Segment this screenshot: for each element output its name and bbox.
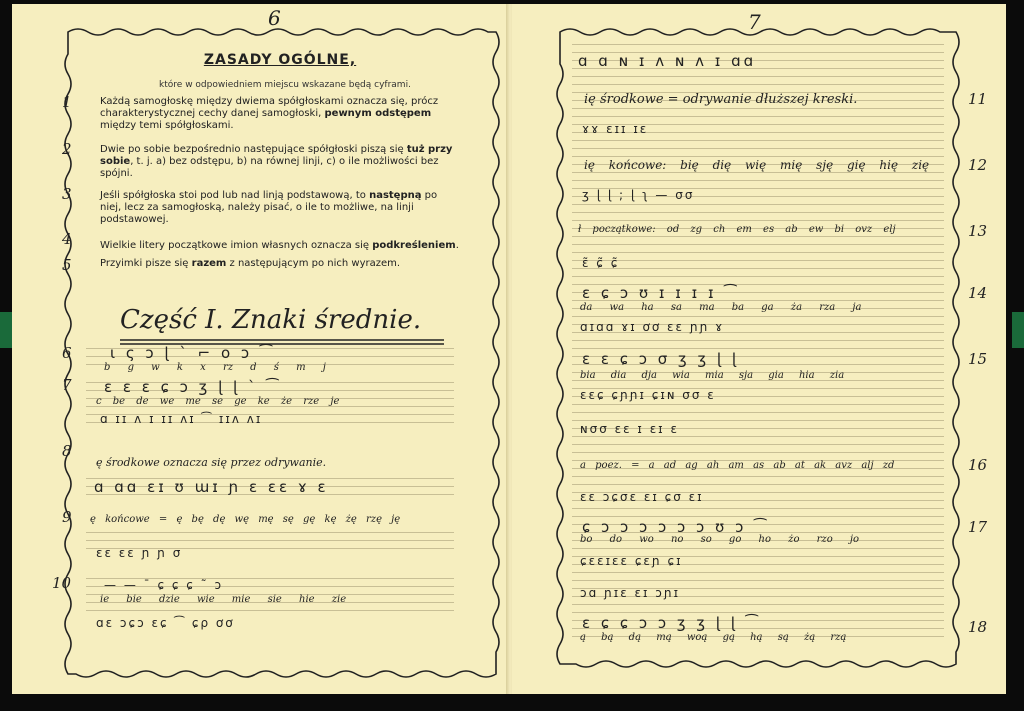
shorthand-practice: ɔɑ ɲɪɛ ɛɪ ɔɲɪ — [580, 586, 681, 600]
shorthand-practice: ɑ ɪɪ ʌ ɪ ɪɪ ʌɪ ⁀ ɪɪʌ ʌɪ — [100, 412, 263, 426]
shorthand-signs: ɛ ɕ ɕ ɔ ɔ ʒ ʒ ɭ ɭ ⁀ — [582, 614, 761, 632]
shorthand-practice: ɕɛɛɪɛɛ ɕɛɲ ɕɪ — [580, 554, 683, 568]
rule-line: a poez. = a ad ag ah am as ab at ak avz alj zd — [580, 460, 895, 471]
rule-line: bia dia dja wia mia sja gia hia zia — [580, 370, 845, 381]
shorthand-signs: ɕ ɔ ɔ ɔ ɔ ɔ ɔ ʊ ɔ ⁀ — [582, 518, 770, 536]
shorthand-practice: ɤɤ ɛɪɪ ɪɛ — [582, 122, 649, 136]
rule-line: da wa ha sa ma ba ga ża rza ja — [580, 302, 862, 313]
rule-line: ię końcowe: bię dię wię mię sję gię hię zię — [584, 158, 930, 172]
section-subtitle: które w odpowiedniem miejscu wskazane będą cyframi. — [159, 80, 411, 90]
rule-text: Wielkie litery początkowe imion własnych oznacza się podkreśleniem. — [100, 240, 459, 251]
shorthand-signs: ι ς ↄ ɭ ˋ ⌐ ο ɔ ⁀ — [110, 344, 275, 362]
rule-number: 5 — [62, 256, 72, 274]
exercise-labels: ę środkowe oznacza się przez odrywanie. — [96, 456, 327, 469]
exercise-labels: c be de we me se ge ke że rze je — [96, 396, 340, 407]
rule-text: Dwie po sobie bezpośrednio następujące spółgłoski piszą się tuż przy sobie, t. j. a) bez odstępu, b) na równej linji, c) o ile możliwości bez spójni. — [100, 144, 453, 179]
line-number: 13 — [968, 222, 988, 240]
exercise-number: 9 — [62, 508, 72, 526]
shorthand-practice: ʒ ɭ ɭ ; ɭ ʅ — σσ — [582, 188, 695, 202]
line-number: 11 — [968, 90, 988, 108]
rule-number: 4 — [62, 230, 72, 248]
shorthand-practice: ɑ ɑ ɴ ɪ ʌ ɴ ʌ ɪ ɑɑ — [578, 52, 757, 70]
right-page-number: 7 — [748, 10, 761, 34]
shorthand-practice: ɑɛ ɔɕɔ ɛɕ ⁀ ɕρ ơơ — [96, 616, 235, 630]
line-number: 16 — [968, 456, 988, 474]
exercise-number: 10 — [52, 574, 72, 592]
rule-text: Przyimki pisze się razem z następującym po nich wyrazem. — [100, 258, 401, 269]
shorthand-practice: ɛɛ ɔɕσɛ ɛɪ ɕσ ɛɪ — [580, 490, 704, 504]
rule-text: Jeśli spółgłoska stoi pod lub nad linją podstawową, to następną po niej, lecz za samogłoską, należy pisać, o ile to możliwe, na linji podstawowej. — [100, 190, 438, 225]
rule-number: 1 — [62, 93, 72, 111]
rule-number: 3 — [62, 185, 72, 203]
exercise-labels: b g w k x rz d ś m j — [104, 362, 326, 373]
shorthand-signs: ɛ ɛ ɕ ɔ σ ʒ ʒ ɭ ɭ — [582, 350, 740, 368]
shorthand-practice: ɑ ɑɑ ɛɪ ʊ ɯɪ ɲ ɛ ɛɛ ɤ ɛ — [94, 478, 329, 496]
shorthand-practice: ɴσσ ɛɛ ɪ ɛɪ ɛ — [580, 422, 679, 436]
exercise-labels: ę końcowe = ę bę dę wę mę sę gę kę żę rzę ję — [90, 514, 401, 525]
exercise-number: 6 — [62, 344, 72, 362]
book-edge-right — [1012, 312, 1024, 348]
left-page-number: 6 — [268, 6, 281, 30]
shorthand-practice: ɛɛɕ ɕɲɲɪ ɕɪɴ σσ ɛ — [580, 388, 716, 402]
line-number: 14 — [968, 284, 988, 302]
line-number: 15 — [968, 350, 988, 368]
exercise-labels: ie bie dzie wie mie sie hie zie — [100, 594, 347, 605]
line-number: 17 — [968, 518, 988, 536]
shorthand-signs: ɛ ɛ ɛ ɕ ↄ ʒ ɭ ɭ ˋ ⁀ — [104, 378, 282, 396]
rule-line: ł początkowe: od zg ch em es ab ew bi ovz elj — [578, 224, 896, 235]
shorthand-signs: — — ˉ ɕ ɕ ɕ ˜ ɔ — [104, 578, 224, 592]
rule-line: ą bą dą mą woą gą hą są żą rzą — [580, 632, 847, 643]
shorthand-practice: ɑɪɑɑ ɤɪ ơơ ɛɛ ɲɲ ɤ — [580, 320, 725, 334]
shorthand-practice: ɛ̃ ɕ̃ ɕ̃ — [582, 256, 620, 270]
line-number: 18 — [968, 618, 988, 636]
part-heading: Część I. Znaki średnie. — [120, 305, 422, 335]
line-number: 12 — [968, 156, 988, 174]
section-title: ZASADY OGÓLNE, — [203, 52, 357, 68]
exercise-number: 8 — [62, 442, 72, 460]
shorthand-practice: ɛɛ ɛɛ ɲ ɲ σ — [96, 546, 183, 560]
exercise-number: 7 — [62, 376, 72, 394]
rule-text: Każdą samogłoskę między dwiema spółgłoskami oznacza się, prócz charakterystycznej cechy danej samogłoski, pewnym odstępem między temi spółgłoskami. — [100, 96, 439, 131]
shorthand-signs: ɛ ɕ ɔ ʊ ɪ ɪ ɪ ɪ ⁀ — [582, 284, 740, 302]
rule-line: bo do wo no so go ho żo rzo jo — [580, 534, 860, 545]
rule-number: 2 — [62, 140, 72, 158]
rule-line: ię środkowe = odrywanie dłuższej kreski. — [584, 92, 858, 107]
